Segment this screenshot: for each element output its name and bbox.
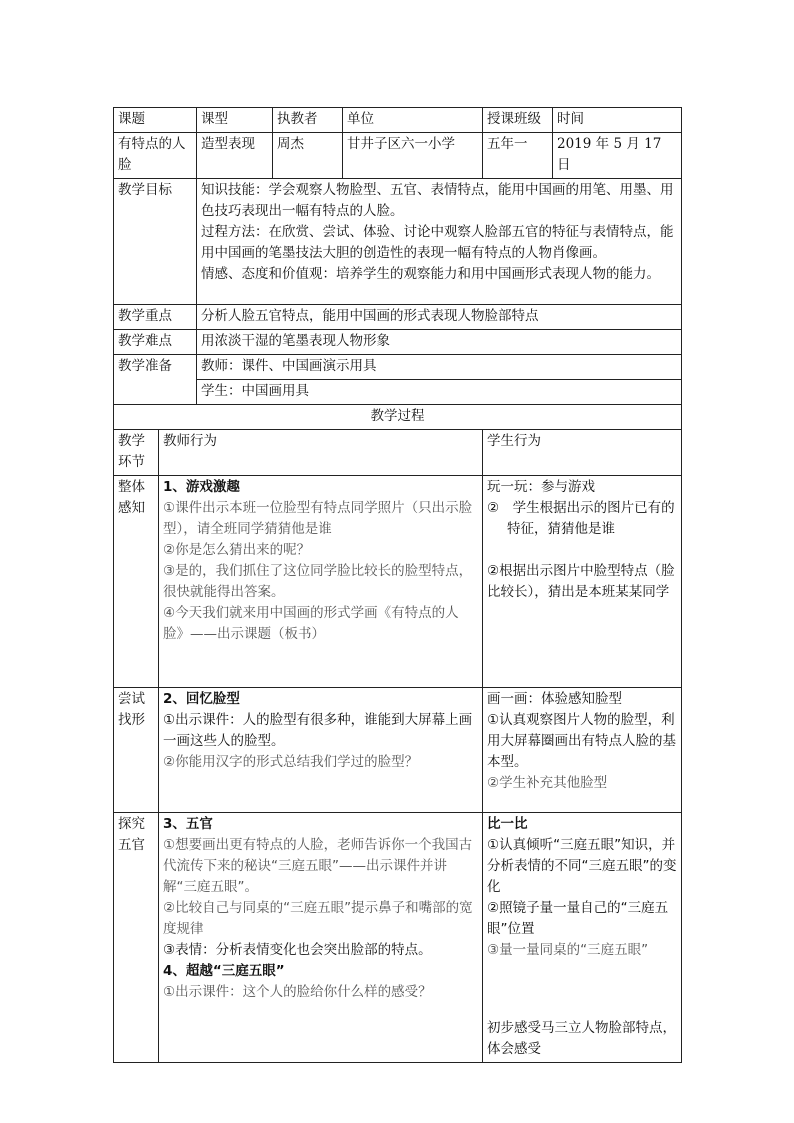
student-line-2-2: ②学生补充其他脸型 xyxy=(487,775,608,791)
teacher-line-2-2: ②你能用汉字的形式总结我们学过的脸型？ xyxy=(163,754,419,770)
student-line-1-1: ② 学生根据出示的图片已有的特征，猜猜他是谁 xyxy=(487,500,675,537)
preparation-teacher: 教师：课件、中国画演示用具 xyxy=(197,355,682,380)
label-unit: 单位 xyxy=(343,108,483,133)
key-point-text: 分析人脸五官特点，能用中国画的形式表现人物脸部特点 xyxy=(197,305,682,330)
stage-1: 整体感知 xyxy=(114,476,159,688)
value-time: 2019 年 5 月 17 日 xyxy=(553,133,682,179)
objectives-row xyxy=(114,179,682,305)
col-teacher: 教师行为 xyxy=(159,430,483,476)
teacher-line-2-1: ①出示课件：人的脸型有很多种，谁能到大屏幕上画一画这些人的脸型。 xyxy=(163,712,473,749)
teacher-title-4: 4、超越“三庭五眼” xyxy=(163,963,285,979)
value-topic: 有特点的人脸 xyxy=(114,133,197,179)
teacher-activity-3 xyxy=(159,813,483,1063)
label-time: 时间 xyxy=(553,108,682,133)
teacher-line-1-4: ④今天我们就来用中国画的形式学画《有特点的人脸》——出示课题（板书） xyxy=(163,605,459,642)
student-title-1: 玩一玩：参与游戏 xyxy=(487,479,595,495)
difficulty-label: 教学难点 xyxy=(114,330,197,355)
preparation-teacher-row xyxy=(114,355,682,380)
label-teacher: 执教者 xyxy=(273,108,343,133)
teacher-line-3-3: ③表情：分析表情变化也会突出脸部的特点。 xyxy=(163,942,432,958)
teacher-line-3-2: ②比较自己与同桌的“三庭五眼”提示鼻子和嘴部的宽度规律 xyxy=(163,900,473,937)
col-stage: 教学环节 xyxy=(114,430,159,476)
label-class: 授课班级 xyxy=(483,108,553,133)
teacher-title-1: 1、游戏激趣 xyxy=(163,479,240,495)
student-bottom-3: 初步感受马三立人物脸部特点，体会感受 xyxy=(487,1020,676,1057)
value-unit: 甘井子区六一小学 xyxy=(343,133,483,179)
student-activity-1 xyxy=(483,476,682,688)
process-header-row xyxy=(114,430,682,476)
difficulty-row xyxy=(114,330,682,355)
objective-knowledge: 知识技能：学会观察人物脸型、五官、表情特点，能用中国画的用笔、用墨、用色技巧表现出一幅有特点的人脸。 xyxy=(201,182,674,219)
preparation-label: 教学准备 xyxy=(114,355,197,405)
label-type: 课型 xyxy=(197,108,273,133)
objective-emotion: 情感、态度和价值观：培养学生的观察能力和用中国画形式表现人物的能力。 xyxy=(201,266,660,282)
teacher-line-3-1: ①想要画出更有特点的人脸，老师告诉你一个我国古代流传下来的秘诀“三庭五眼”——出示课件并讲解“三庭五眼”。 xyxy=(163,837,473,895)
objective-process: 过程方法：在欣赏、尝试、体验、讨论中观察人脸部五官的特征与表情特点，能用中国画的笔墨技法大胆的创造性的表现一幅有特点的人物肖像画。 xyxy=(201,224,674,261)
teacher-activity-2 xyxy=(159,688,483,813)
student-line-3-3: ③量一量同桌的“三庭五眼” xyxy=(487,942,649,958)
student-line-3-2: ②照镜子量一量自己的“三庭五眼”位置 xyxy=(487,900,669,937)
label-topic: 课题 xyxy=(114,108,197,133)
student-line-2-1: ①认真观察图片人物的脸型，利用大屏幕圈画出有特点人脸的基本型。 xyxy=(487,712,676,770)
objectives-content xyxy=(197,179,682,305)
process-title-row xyxy=(114,405,682,430)
teacher-line-1-1: ①课件出示本班一位脸型有特点同学照片（只出示脸型），请全班同学猜猜他是谁 xyxy=(163,500,473,537)
student-activity-3 xyxy=(483,813,682,1063)
preparation-student-row xyxy=(114,380,682,405)
student-line-1-2: ②根据出示图片中脸型特点（脸比较长），猜出是本班某某同学 xyxy=(487,563,675,600)
teacher-line-1-3: ③是的，我们抓住了这位同学脸比较长的脸型特点，很快就能得出答案。 xyxy=(163,563,473,600)
col-student: 学生行为 xyxy=(483,430,682,476)
header-label-row xyxy=(114,108,682,133)
process-section-2 xyxy=(114,688,682,813)
preparation-student: 学生：中国画用具 xyxy=(197,380,682,405)
process-section-1 xyxy=(114,476,682,688)
teacher-title-3: 3、五官 xyxy=(163,816,213,832)
teacher-title-2: 2、回忆脸型 xyxy=(163,691,240,707)
student-activity-2 xyxy=(483,688,682,813)
difficulty-text: 用浓淡干湿的笔墨表现人物形象 xyxy=(197,330,682,355)
value-type: 造型表现 xyxy=(197,133,273,179)
student-title-2: 画一画：体验感知脸型 xyxy=(487,691,622,707)
stage-2: 尝试找形 xyxy=(114,688,159,813)
process-title: 教学过程 xyxy=(114,405,682,430)
lesson-plan-table xyxy=(113,107,682,1063)
key-point-label: 教学重点 xyxy=(114,305,197,330)
teacher-activity-1 xyxy=(159,476,483,688)
student-line-3-1: ①认真倾听“三庭五眼”知识，并分析表情的不同“三庭五眼”的变化 xyxy=(487,837,677,895)
objectives-label: 教学目标 xyxy=(114,179,197,305)
value-class: 五年一 xyxy=(483,133,553,179)
process-section-3 xyxy=(114,813,682,1063)
key-point-row xyxy=(114,305,682,330)
header-value-row xyxy=(114,133,682,179)
stage-3: 探究五官 xyxy=(114,813,159,1063)
teacher-line-4-1: ①出示课件：这个人的脸给你什么样的感受？ xyxy=(163,984,432,1000)
value-teacher: 周杰 xyxy=(273,133,343,179)
student-title-3: 比一比 xyxy=(487,816,528,832)
lesson-plan-page xyxy=(113,107,681,1063)
teacher-line-1-2: ②你是怎么猜出来的呢？ xyxy=(163,542,311,558)
